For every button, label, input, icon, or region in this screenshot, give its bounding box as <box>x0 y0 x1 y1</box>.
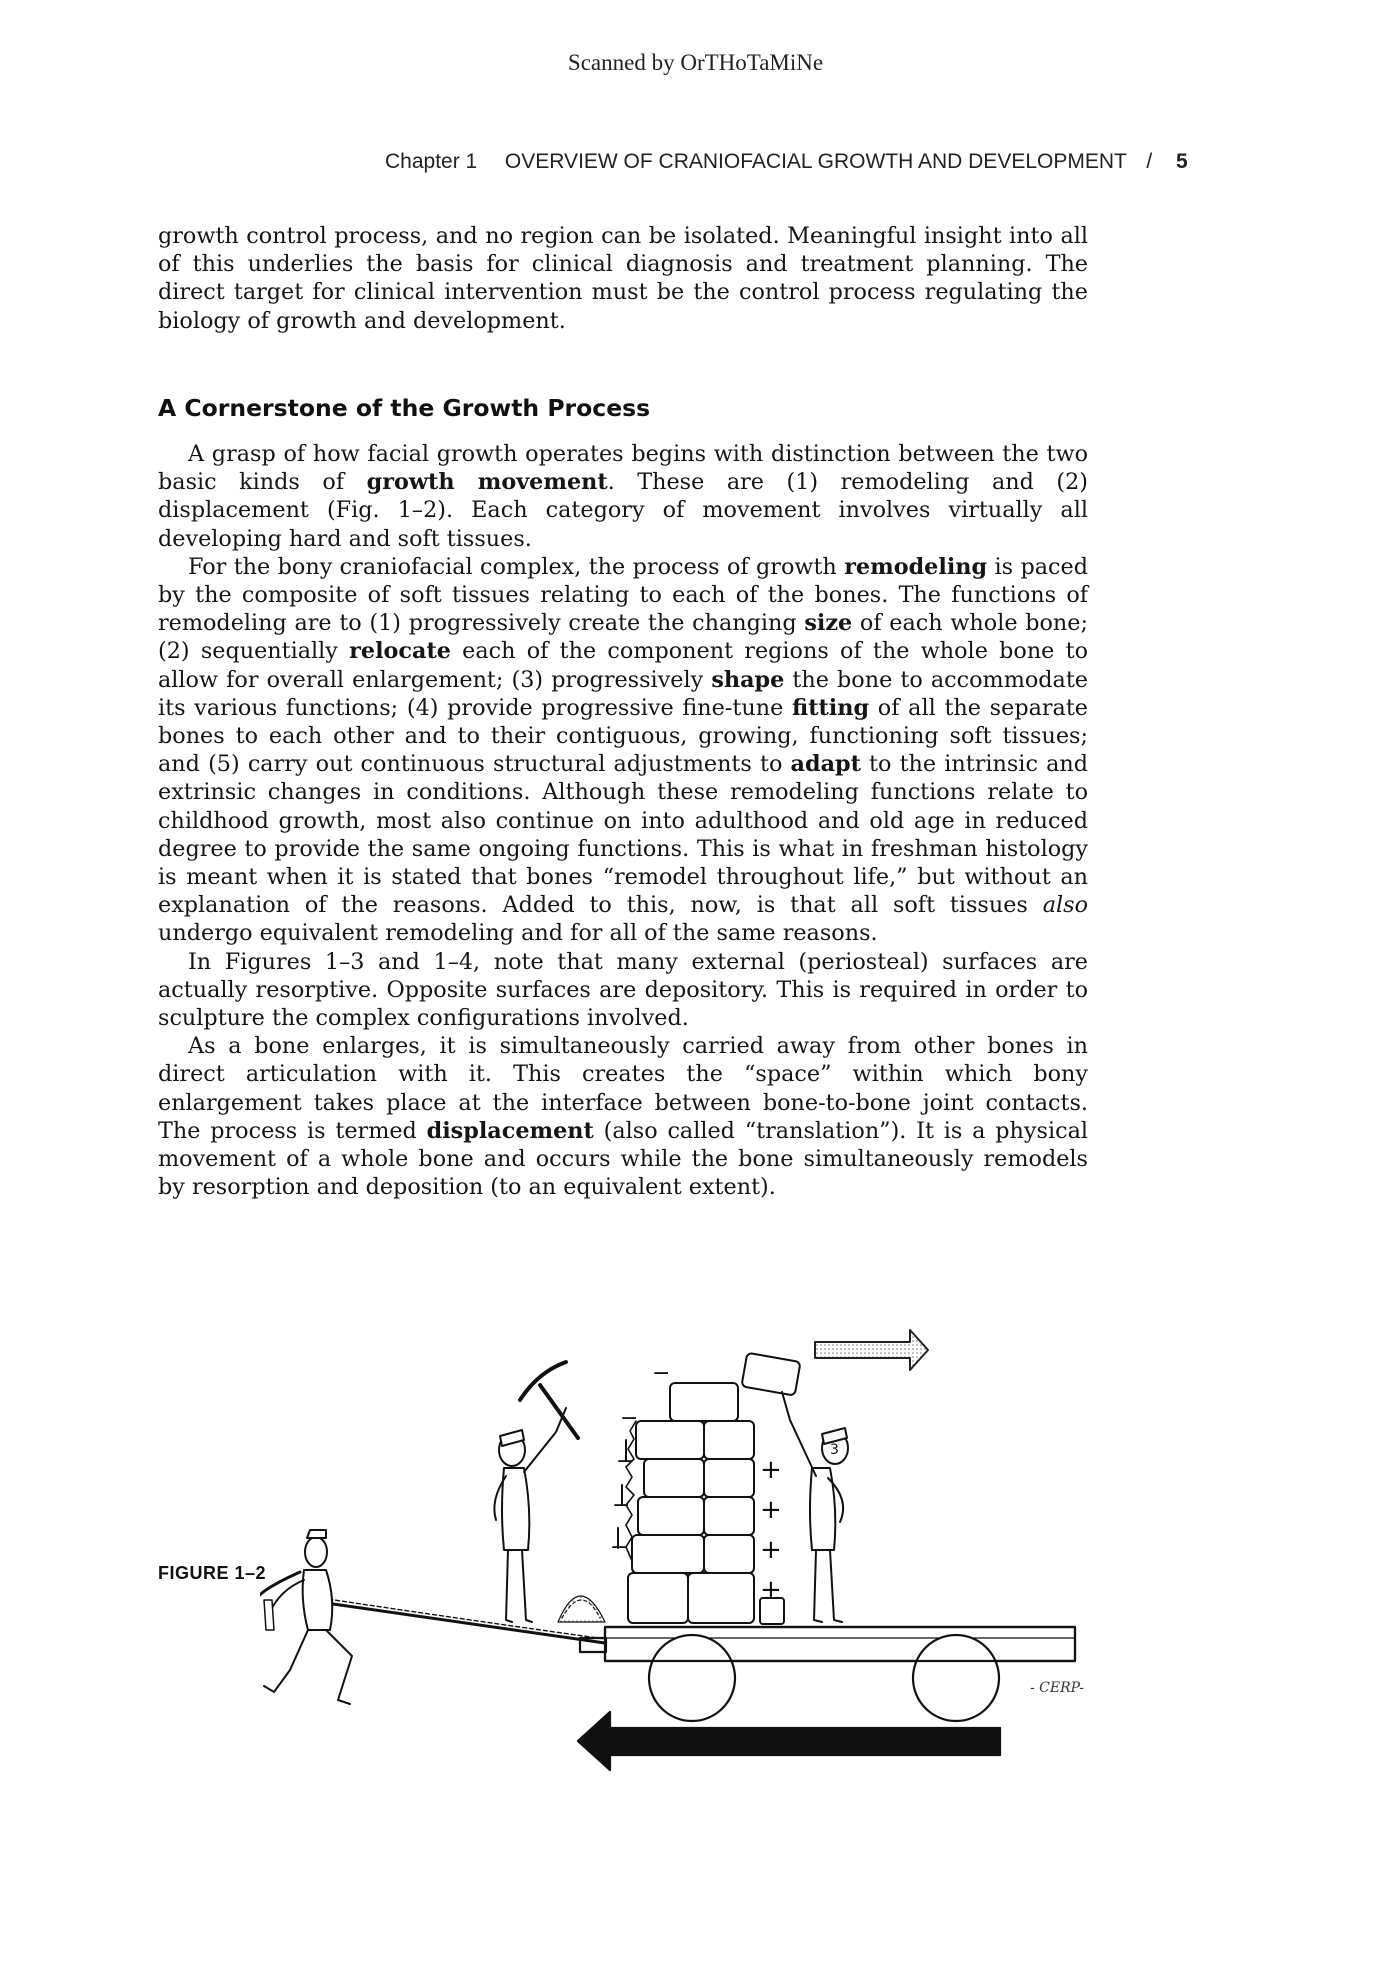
cart-backward-arrow <box>578 1712 1000 1770</box>
term-growth-movement: growth movement <box>366 469 608 496</box>
artist-signature: - CERP- <box>1030 1680 1085 1696</box>
cart-wheel-right <box>913 1635 999 1721</box>
displacement-forward-arrow <box>815 1330 928 1370</box>
running-man-figure <box>260 1530 352 1704</box>
term-size: size <box>804 610 853 637</box>
minus-sign: − <box>616 1449 635 1474</box>
figure-label: FIGURE 1–2 <box>158 1563 267 1583</box>
chapter-title: OVERVIEW OF CRANIOFACIAL GROWTH AND DEVELOPMENT <box>504 150 1127 173</box>
intro-paragraph <box>158 222 1088 335</box>
section-body <box>158 440 1088 1201</box>
term-adapt: adapt <box>790 751 861 778</box>
deposition-marks <box>760 1455 782 1605</box>
paragraph-displacement: As a bone enlarges, it is simultaneously carried away from other bones in direct articulation with it. This creates the “space” within which bony enlargement takes place at the interface between bone-to-bone joint contacts. The process is termed displacement (also called “translation”). It is a physical movement of a whole bone and occurs while the bone simultaneously remodels by resorption and deposition (to an equivalent extent). <box>158 1033 1088 1201</box>
paragraph-growth-movement: A grasp of how facial growth operates begins with distinction between the two basic kinds of growth movement. These are (1) remodeling and (2) displacement (Fig. 1–2). Each category of movement involves virtually all developing hard and soft tissues. <box>158 441 1088 552</box>
emphasis-also: also <box>1042 892 1088 919</box>
cart-wheel-left <box>649 1635 735 1721</box>
cart <box>580 1627 1075 1721</box>
running-head <box>385 150 1265 174</box>
page-separator: / <box>1146 150 1153 173</box>
chapter-label: Chapter 1 <box>385 150 478 173</box>
term-fitting: fitting <box>791 694 870 721</box>
term-relocate: relocate <box>349 638 451 665</box>
plus-sign: + <box>760 1575 782 1605</box>
plus-sign: + <box>760 1455 782 1485</box>
term-displacement: displacement <box>426 1117 594 1144</box>
paragraph-remodeling: For the bony craniofacial complex, the process of growth remodeling is paced by the composite of soft tissues relating to each of the bones. The functions of remodeling are to (1) progressively create the changing size of each whole bone; (2) sequentially relocate each of the component regions of the whole bone to allow for overall enlargement; (3) progressively shape the bone to accommodate its various functions; (4) provide progressive fine-tune fitting of all the separate bones to each other and to their contiguous, growing, functioning soft tissues; and (5) carry out continuous structural adjustments to adapt to the intrinsic and extrinsic changes in conditions. Although these remodeling functions relate to childhood growth, most also continue on into adulthood and old age in reduced degree to provide the same ongoing functions. This is what in freshman histology is meant when it is stated that bones “remodel throughout life,” but without an explanation of the reasons. Added to this, now, is that all soft tissues also undergo equivalent remodeling and for all of the same reasons. <box>158 553 1089 947</box>
term-shape: shape <box>711 666 785 693</box>
paragraph-periosteal-surfaces: In Figures 1–3 and 1–4, note that many external (periosteal) surfaces are actually resorptive. Opposite surfaces are depository. This is required in order to sculpture the complex configurations involved. <box>158 948 1088 1032</box>
figure-illustration <box>260 1300 1120 1860</box>
minus-sign: − <box>620 1406 639 1431</box>
scan-watermark-note: Scanned by OrTHoTaMiNe <box>567 50 824 75</box>
minus-sign: − <box>610 1535 629 1560</box>
worker-number: 3 <box>830 1442 839 1458</box>
plus-sign: + <box>760 1495 782 1525</box>
pickaxe-worker-figure <box>494 1362 578 1622</box>
minus-sign: − <box>652 1361 671 1386</box>
plus-sign: + <box>760 1535 782 1565</box>
depositing-worker-figure <box>782 1392 848 1622</box>
term-remodeling: remodeling <box>844 553 988 580</box>
rubble-pile <box>558 1596 605 1622</box>
section-heading: A Cornerstone of the Growth Process <box>158 394 651 422</box>
minus-sign: − <box>612 1493 631 1518</box>
page-number: 5 <box>1176 150 1188 173</box>
intro-paragraph-text: growth control process, and no region can be isolated. Meaningful insight into all of this underlies the basis for clinical diagnosis and treatment planning. The direct target for clinical intervention must be the control process regulating the biology of growth and development. <box>158 223 1088 334</box>
